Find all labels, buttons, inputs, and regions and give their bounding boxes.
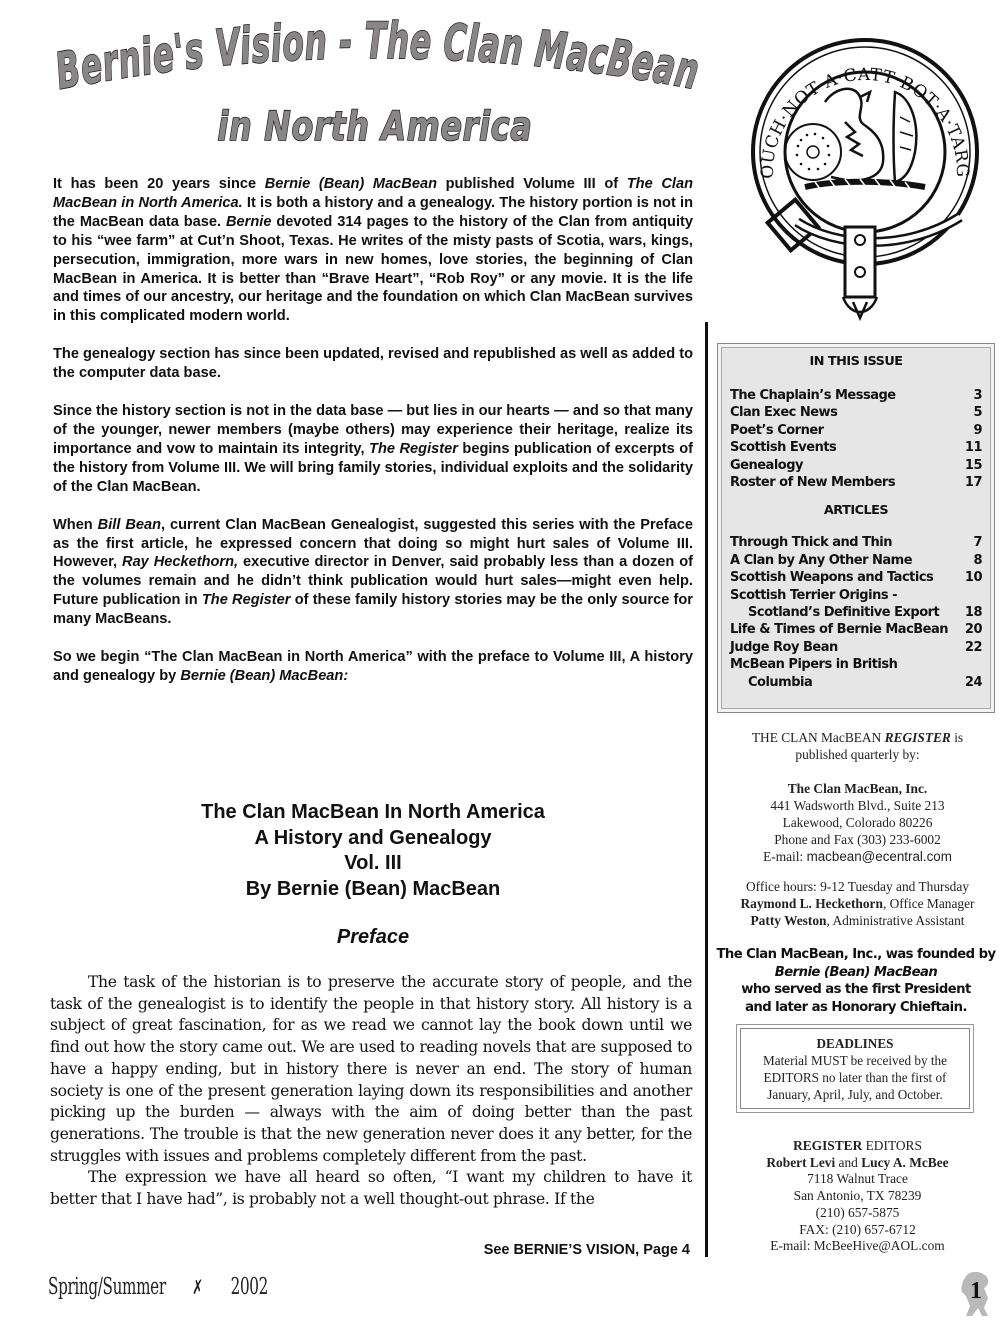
publisher-org: The Clan MacBean, Inc. — [787, 781, 928, 796]
text-run: of these family history stories may be the only source for many MacBeans. — [53, 592, 693, 628]
toc-item[interactable] — [730, 422, 982, 439]
text-run: executive director in Denver, said probably less than a dozen of the volumes remain and he didn’t think publication would hurt sales—might even help. Future publication in — [53, 554, 694, 609]
toc-item-page: 9 — [973, 422, 982, 438]
intro-paragraph — [53, 345, 693, 383]
editors-and: and — [835, 1154, 862, 1170]
office-hours: Office hours: 9-12 Tuesday and Thursday — [745, 879, 970, 894]
deadlines-line: January, April, July, and October. — [767, 1087, 943, 1102]
toc-item[interactable] — [730, 604, 982, 621]
toc-item[interactable] — [730, 621, 982, 638]
editors-heading-bold: REGISTER — [793, 1138, 863, 1153]
emphasized-text: Ray Heckethorn, — [122, 554, 239, 571]
toc-item[interactable] — [730, 439, 982, 456]
toc-item-title: Scottish Terrier Origins - — [730, 587, 897, 603]
preface-paragraph: The expression we have all heard so often, “I want my children to have it better that I have had”, is probably not a well thought-out phrase. If the — [50, 1168, 692, 1209]
emphasized-text: Bernie (Bean) MacBean: — [180, 667, 349, 684]
masthead-line-1: Bernie's Vision - The Clan MacBea — [50, 18, 694, 101]
toc-item-title: A Clan by Any Other Name — [730, 552, 913, 568]
office-manager-name: Raymond L. Heckethorn — [740, 896, 883, 911]
founder-note — [712, 946, 1000, 1016]
issue-footer — [48, 1274, 268, 1300]
founder-name: Bernie (Bean) MacBean — [774, 964, 938, 980]
text-run: Since the history section is not in the data base — but lies in our hearts — and so that many of the younger, newer members (maybe others) may experience their heritage, realize its importance and vow to maintain its integrity, — [53, 403, 693, 457]
preface-heading: Preface — [336, 926, 410, 948]
office-manager-role: , Office Manager — [882, 896, 975, 911]
book-title: The Clan MacBean In North America — [201, 801, 545, 823]
clan-crest-icon — [735, 22, 995, 322]
assistant-role: , Administrative Assistant — [826, 913, 965, 928]
book-title-block — [53, 800, 693, 902]
emphasized-text: The Register — [369, 440, 458, 457]
publisher-address: 441 Wadsworth Blvd., Suite 213 — [770, 798, 945, 813]
text-run: When — [53, 516, 98, 533]
page-number-badge — [958, 1268, 994, 1318]
toc-item-title: Roster of New Members — [730, 475, 896, 491]
toc-item-page: 17 — [964, 475, 982, 491]
editors-heading: EDITORS — [862, 1138, 922, 1153]
issue-season: Spring/Summer — [48, 1274, 166, 1300]
toc-item-title: Scotland’s Definitive Export — [748, 605, 940, 621]
toc-item-page: 7 — [973, 535, 982, 551]
toc-item-title: Clan Exec News — [730, 405, 838, 421]
toc-item-title: Poet’s Corner — [730, 422, 824, 438]
publisher-email-link[interactable]: macbean@ecentral.com — [806, 849, 952, 864]
toc-item-title: Life & Times of Bernie MacBean — [730, 622, 949, 638]
toc-articles-heading: ARTICLES — [823, 503, 889, 519]
book-subtitle: A History and Genealogy — [254, 826, 492, 849]
toc-item-title: Judge Roy Bean — [730, 639, 838, 655]
deadlines-box — [740, 1028, 970, 1109]
toc-item-page: 22 — [964, 639, 982, 655]
toc-item-title: Scottish Weapons and Tactics — [730, 570, 934, 586]
toc-item[interactable] — [730, 587, 982, 604]
toc-heading: IN THIS ISSUE — [809, 354, 903, 369]
toc-item-title: McBean Pipers in British — [730, 657, 898, 673]
masthead-line-2: in North America — [217, 104, 533, 150]
editors-fax: FAX: (210) 657-6712 — [799, 1221, 916, 1237]
text-run: begins publication of excerpts of the history from Volume III. We will bring family stories, individual exploits and the solidarity of the Clan MacBean. — [53, 440, 693, 495]
emphasized-text: Bernie (Bean) MacBean — [264, 176, 437, 192]
intro-paragraph — [53, 402, 693, 497]
toc-item-page: 3 — [973, 388, 982, 403]
editors-address: San Antonio, TX 78239 — [793, 1188, 922, 1204]
toc-item-title: Through Thick and Thin — [730, 535, 892, 551]
editors-address: 7118 Walnut Trace — [807, 1171, 908, 1187]
in-this-issue-box — [717, 343, 995, 713]
deadlines-line: Material MUST be received by the — [763, 1053, 947, 1068]
intro-text — [53, 175, 693, 705]
intro-paragraph — [53, 648, 693, 686]
text-run: devoted 314 pages to the history of the Clan from antiquity to his “wee farm” at Cut’n Shoot, Texas. He writes of the misty pasts of Scotia, wars, kings, persecution, immigration, more wars in new homes, love stories, the beginning of Clan MacBean in America. It is better than “Brave Heart”, “Rob Roy” or any movie. It is the life and times of our ancestry, our heritage and the foundation on which Clan MacBean survives in this complicated modern world. — [53, 213, 693, 325]
publisher-line: THE CLAN MacBEAN — [751, 730, 885, 745]
publisher-email-label: E-mail: — [763, 849, 807, 864]
issue-year: 2002 — [230, 1274, 268, 1300]
thistle-separator-icon: ✗ — [192, 1275, 203, 1299]
text-run: The genealogy section has since been updated, revised and republished as well as added to the computer data base. — [53, 346, 693, 382]
founder-line: The Clan MacBean, Inc., was founded by — [716, 947, 996, 962]
text-run: It is both a history and a genealogy. The history portion is not in the MacBean data base. — [53, 194, 693, 230]
publisher-info — [715, 729, 1000, 946]
deadlines-heading: DEADLINES — [816, 1036, 894, 1051]
masthead-title — [40, 18, 710, 153]
emphasized-text: Bernie — [226, 213, 272, 230]
toc-item[interactable] — [730, 552, 982, 569]
editors-email-link[interactable]: E-mail: McBeeHive@AOL.com — [770, 1238, 945, 1254]
publisher-phone: Phone and Fax (303) 233-6002 — [774, 832, 941, 847]
text-run: So we begin “The Clan MacBean in North America” with the preface to Volume III, A history and genealogy by — [53, 649, 693, 684]
founder-line: and later as Honorary Chieftain. — [745, 999, 967, 1015]
register-name: REGISTER — [884, 730, 951, 745]
toc-item-page: 5 — [973, 405, 982, 421]
emphasized-text: The Clan MacBean in North America. — [53, 176, 693, 211]
toc-item-title: Scottish Events — [730, 440, 837, 456]
toc-articles-list — [730, 534, 982, 691]
publisher-line: is — [950, 730, 964, 745]
book-author: By Bernie (Bean) MacBean — [245, 877, 501, 900]
publisher-line: published quarterly by: — [795, 747, 920, 762]
toc-departments-list — [730, 387, 982, 491]
preface-body — [50, 972, 692, 1211]
text-run: published Volume III of — [436, 176, 627, 192]
toc-item[interactable] — [730, 404, 982, 421]
toc-item-page: 15 — [964, 457, 982, 473]
editors-info — [715, 1138, 1000, 1255]
toc-item[interactable] — [730, 639, 982, 656]
toc-item-page: 8 — [973, 552, 982, 568]
continued-link[interactable]: See BERNIE’S VISION, Page 4 — [483, 1242, 690, 1258]
text-run: , current Clan MacBean Genealogist, suggested this series with the Preface as the first article, he expressed concern that doing so might hurt sales of Volume III. However, — [53, 516, 693, 571]
toc-item[interactable] — [730, 534, 982, 551]
toc-item-page: 10 — [964, 570, 982, 586]
toc-item-title: Genealogy — [730, 457, 803, 473]
text-run: It has been 20 years since — [53, 176, 265, 192]
toc-item[interactable] — [730, 674, 982, 691]
editor-name: Lucy A. McBee — [861, 1154, 949, 1170]
publisher-address: Lakewood, Colorado 80226 — [782, 815, 933, 830]
emphasized-text: Bill Bean — [97, 516, 162, 533]
toc-item[interactable] — [730, 569, 982, 586]
toc-item-title: Columbia — [748, 674, 813, 690]
intro-paragraph — [53, 175, 693, 326]
toc-item[interactable] — [730, 656, 982, 673]
toc-item-page: 20 — [964, 622, 982, 638]
toc-item-page: 18 — [964, 605, 982, 621]
column-divider — [705, 322, 708, 1257]
toc-item[interactable] — [730, 387, 982, 404]
deadlines-line: EDITORS no later than the first of — [763, 1070, 947, 1085]
toc-item-page: 11 — [964, 440, 982, 456]
preface-paragraph: The task of the historian is to preserve the accurate story of people, and the task of the genealogist is to identify the people in that history story. All history is a subject of great fascination, for as we read we cannot lay the book down until we find out how the story came out. We are used to reading novels that are supposed to have a happy ending, but in history there is never an end. The story of human society is one of the present generation laying down its responsibilities and another picking up the burden — always with the aim of doing better than the past generations. The trouble is that the new generation never does it any better, for the struggles with issues and problems completely different from the past. — [50, 973, 692, 1165]
editors-phone: (210) 657-5875 — [815, 1204, 900, 1220]
editor-name: Robert Levi — [766, 1154, 836, 1170]
assistant-name: Patty Weston — [750, 913, 827, 928]
svg-text:TOUCH·NOT·A·CATT·BOT·A·TARGE: OUCH·NOT·A·CATT·BOT·A·TARG — [757, 64, 973, 179]
page-number: 1 — [970, 1278, 982, 1304]
toc-item-page: 24 — [964, 674, 982, 690]
book-volume: Vol. III — [344, 852, 402, 874]
toc-item[interactable] — [730, 457, 982, 474]
toc-item[interactable] — [730, 474, 982, 491]
intro-paragraph — [53, 516, 693, 629]
toc-item-title: The Chaplain’s Message — [730, 388, 896, 403]
founder-line: who served as the first President — [741, 982, 971, 997]
emphasized-text: The Register — [201, 592, 291, 609]
